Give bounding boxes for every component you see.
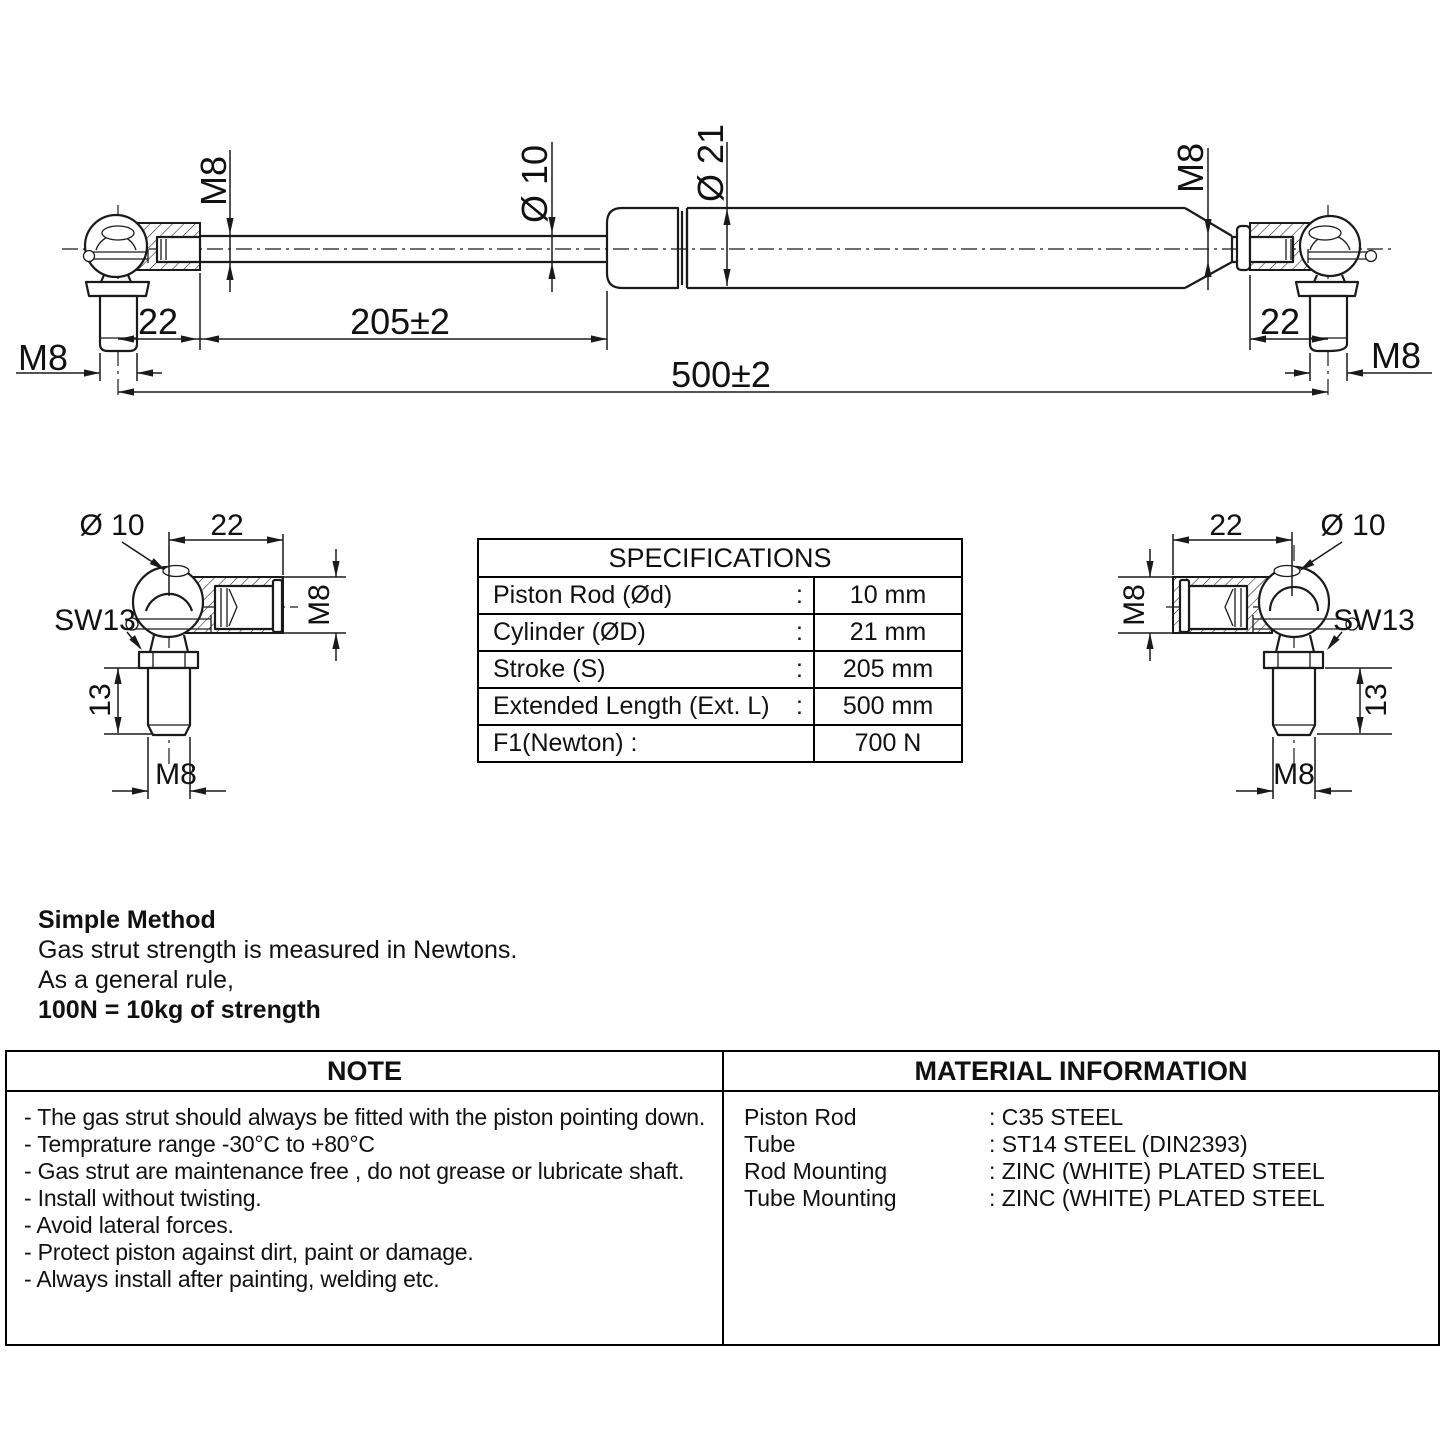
dim-label-rod-diameter: Ø 10 — [514, 144, 555, 224]
left-detail-ball-diameter-label: Ø 10 — [79, 509, 145, 542]
note-panel — [7, 1052, 724, 1344]
right-detail-socket-thread-label: M8 — [1118, 584, 1151, 626]
dim-label-extended-length: 500±2 — [671, 354, 771, 395]
material-panel — [724, 1052, 1438, 1344]
material-row — [744, 1131, 1434, 1158]
spec-value: 700 N — [854, 729, 922, 757]
spec-label-text: Cylinder (ØD) — [493, 618, 646, 646]
note-item: - Temprature range -30°C to +80°C — [24, 1131, 375, 1157]
side-view-rod-and-cylinder — [200, 208, 1238, 288]
side-view-right-ball-socket — [1237, 216, 1377, 351]
method-line-2: As a general rule, — [38, 966, 234, 994]
note-item: - Gas strut are maintenance free , do not grease or lubricate shaft. — [24, 1158, 685, 1184]
dim-label-right-offset: 22 — [1259, 301, 1301, 342]
side-view-dimensions — [16, 124, 1432, 396]
note-item: - The gas strut should always be fitted with the piston pointing down. — [24, 1104, 706, 1130]
note-item: - Install without twisting. — [24, 1185, 262, 1211]
right-detail-stud-thread-label: M8 — [1273, 758, 1315, 791]
left-end-fitting-detail — [54, 509, 346, 799]
left-detail-width-label: 22 — [210, 509, 244, 542]
dim-label-cylinder-diameter: Ø 21 — [690, 123, 731, 203]
dim-label-right-stud-thread: M8 — [1370, 335, 1422, 376]
right-detail-stud-length-label: 13 — [1360, 683, 1393, 717]
spec-label-text: Extended Length (Ext. L) — [493, 692, 770, 720]
spec-label-text: Stroke (S) — [493, 655, 606, 683]
material-row — [744, 1185, 1434, 1212]
material-row — [744, 1104, 1434, 1131]
right-end-fitting-detail — [1118, 509, 1415, 799]
material-row — [744, 1158, 1434, 1185]
spec-value: 500 mm — [842, 692, 934, 720]
spec-row-stroke — [479, 652, 961, 689]
spec-label-text: Piston Rod (Ød) — [493, 581, 673, 609]
note-title: NOTE — [7, 1052, 722, 1092]
material-value: : ZINC (WHITE) PLATED STEEL — [989, 1185, 1325, 1211]
note-item: - Avoid lateral forces. — [24, 1212, 234, 1238]
dim-label-stroke: 205±2 — [350, 301, 450, 342]
spec-value: 205 mm — [842, 655, 934, 683]
material-value: : ZINC (WHITE) PLATED STEEL — [989, 1158, 1325, 1184]
spec-colon: : — [796, 581, 803, 609]
right-detail-width-label: 22 — [1209, 509, 1243, 542]
spec-row-extended-length — [479, 689, 961, 726]
left-detail-wrench-label: SW13 — [54, 604, 136, 637]
right-detail-wrench-label: SW13 — [1333, 604, 1415, 637]
spec-value: 21 mm — [849, 618, 927, 646]
spec-colon: : — [796, 692, 803, 720]
left-detail-stud-thread-label: M8 — [155, 758, 197, 791]
material-title: MATERIAL INFORMATION — [724, 1052, 1438, 1092]
spec-row-piston-rod — [479, 578, 961, 615]
material-value: : ST14 STEEL (DIN2393) — [989, 1131, 1248, 1157]
spec-row-cylinder — [479, 615, 961, 652]
material-label: Tube — [744, 1131, 796, 1157]
material-value: : C35 STEEL — [989, 1104, 1124, 1130]
left-detail-socket-thread-label: M8 — [303, 584, 336, 626]
dim-label-left-stud-thread: M8 — [17, 337, 69, 378]
dim-label-tube-thread: M8 — [1170, 142, 1211, 194]
dim-label-left-offset: 22 — [137, 301, 179, 342]
right-detail-ball-diameter-label: Ø 10 — [1320, 509, 1386, 542]
method-title: Simple Method — [38, 906, 216, 934]
note-item: - Always install after painting, welding etc. — [24, 1266, 440, 1292]
material-label: Tube Mounting — [744, 1185, 897, 1211]
method-line-1: Gas strut strength is measured in Newtons. — [38, 936, 518, 964]
dim-label-rod-thread: M8 — [193, 155, 234, 207]
spec-colon: : — [796, 655, 803, 683]
material-label: Piston Rod — [744, 1104, 857, 1130]
spec-row-force — [479, 726, 961, 761]
simple-method-block — [38, 905, 517, 1025]
note-material-table — [5, 1050, 1440, 1346]
spec-colon: : — [796, 618, 803, 646]
spec-value: 10 mm — [849, 581, 927, 609]
method-rule: 100N = 10kg of strength — [38, 996, 321, 1024]
material-label: Rod Mounting — [744, 1158, 888, 1184]
spec-label-text: F1(Newton) : — [493, 729, 638, 757]
note-item: - Protect piston against dirt, paint or damage. — [24, 1239, 474, 1265]
left-detail-stud-length-label: 13 — [84, 683, 117, 717]
specifications-table — [477, 538, 963, 763]
specifications-title: SPECIFICATIONS — [479, 540, 961, 578]
